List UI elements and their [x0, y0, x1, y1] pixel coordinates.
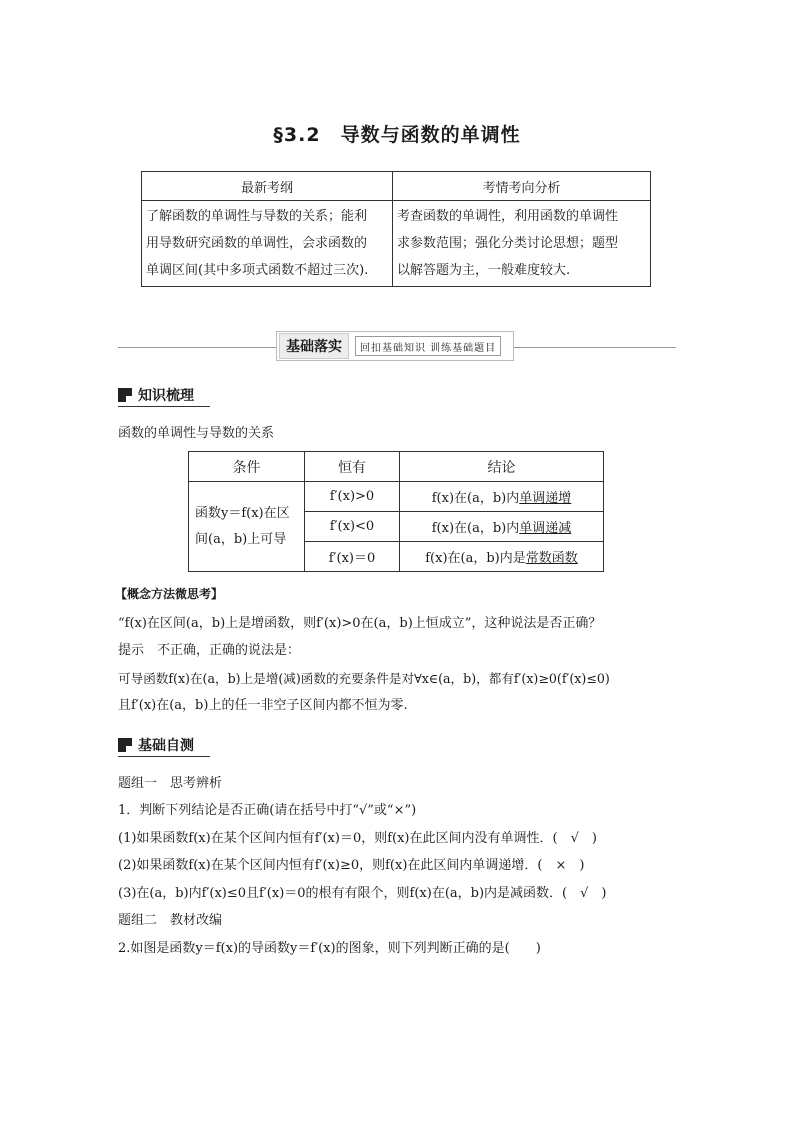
banner-divider-left [118, 347, 276, 348]
outline-header-right: 考情考向分析 [393, 172, 651, 201]
rel-conclusion-prefix: f(x)在(a，b)内是 [425, 551, 526, 566]
section-square-icon [118, 738, 132, 752]
outline-header-left: 最新考纲 [142, 172, 393, 201]
concept-label: 【概念方法微思考】 [115, 587, 224, 601]
rel-derivative-cell: f′(x)＝0 [305, 542, 400, 572]
question-1-item: (3)在(a，b)内f′(x)≤0且f′(x)＝0的根有有限个，则f(x)在(a，b)内是减函数．( √ ) [118, 886, 607, 901]
section-heading-label: 基础自测 [138, 738, 194, 754]
question-1-item: (1)如果函数f(x)在某个区间内恒有f′(x)＝0，则f(x)在此区间内没有单调性．( √ ) [118, 831, 597, 846]
outline-right-line: 以解答题为主，一般难度较大. [397, 263, 571, 278]
section-underline [118, 406, 210, 407]
rel-conclusion-answer: 单调递减 [519, 521, 572, 536]
rel-condition-line: 间(a，b)上可导 [195, 531, 287, 547]
monotonicity-table [188, 451, 604, 572]
banner-sub-label: 回扣基础知识 训练基础题目 [355, 336, 501, 356]
section-heading-knowledge [118, 385, 194, 405]
outline-left-line: 了解函数的单调性与导数的关系；能利 [146, 209, 368, 224]
section-square-icon [118, 388, 132, 402]
rel-conclusion-answer: 常数函数 [525, 551, 578, 566]
outline-right-line: 求参数范围；强化分类讨论思想；题型 [397, 236, 619, 251]
section-heading-label: 知识梳理 [138, 388, 194, 404]
section-heading-selftest [118, 735, 194, 755]
relation-subtitle: 函数的单调性与导数的关系 [118, 426, 275, 441]
section-underline [118, 756, 210, 757]
outline-right-cell [393, 201, 651, 287]
rel-conclusion-cell [400, 482, 604, 512]
outline-left-line: 用导数研究函数的单调性，会求函数的 [146, 236, 368, 251]
rel-condition-line: 函数y＝f(x)在区 [195, 505, 290, 521]
rel-conclusion-prefix: f(x)在(a，b)内 [431, 491, 520, 506]
rel-condition-cell [189, 482, 305, 572]
concept-answer-line: 且f′(x)在(a，b)上的任一非空子区间内都不恒为零. [118, 698, 408, 713]
rel-conclusion-cell [400, 542, 604, 572]
concept-hint: 提示 不正确，正确的说法是： [118, 643, 301, 658]
rel-conclusion-prefix: f(x)在(a，b)内 [431, 521, 520, 536]
concept-answer-line: 可导函数f(x)在(a，b)上是增(减)函数的充要条件是对∀x∈(a，b)，都有f′(x)≥0(f′(x)≤0) [118, 671, 610, 686]
page-title: §3.2 导数与函数的单调性 [273, 124, 521, 146]
rel-header-condition: 条件 [189, 452, 305, 482]
rel-derivative-cell: f′(x)<0 [305, 512, 400, 542]
question-1-item: (2)如果函数f(x)在某个区间内恒有f′(x)≥0，则f(x)在此区间内单调递增．( × ) [118, 858, 585, 873]
question-2: 2.如图是函数y＝f(x)的导函数y＝f′(x)的图象，则下列判断正确的是( ) [118, 941, 541, 956]
exam-outline-table [141, 171, 651, 287]
question-group-heading: 题组二 教材改编 [118, 913, 223, 928]
concept-question: “f(x)在区间(a，b)上是增函数，则f′(x)>0在(a，b)上恒成立”，这种说法是否正确？ [118, 616, 602, 631]
banner-main-label: 基础落实 [279, 333, 349, 359]
rel-derivative-cell: f′(x)>0 [305, 482, 400, 512]
question-group-heading: 题组一 思考辨析 [118, 776, 223, 791]
rel-conclusion-answer: 单调递增 [519, 491, 572, 506]
outline-right-line: 考查函数的单调性，利用函数的单调性 [397, 209, 619, 224]
outline-left-cell [142, 201, 393, 287]
banner-divider-right [514, 347, 676, 348]
question-1: 1．判断下列结论是否正确(请在括号中打“√”或“×”) [118, 803, 417, 818]
rel-header-always: 恒有 [305, 452, 400, 482]
outline-left-line: 单调区间(其中多项式函数不超过三次). [146, 263, 369, 278]
section-banner [276, 331, 514, 361]
rel-conclusion-cell [400, 512, 604, 542]
rel-header-conclusion: 结论 [400, 452, 604, 482]
